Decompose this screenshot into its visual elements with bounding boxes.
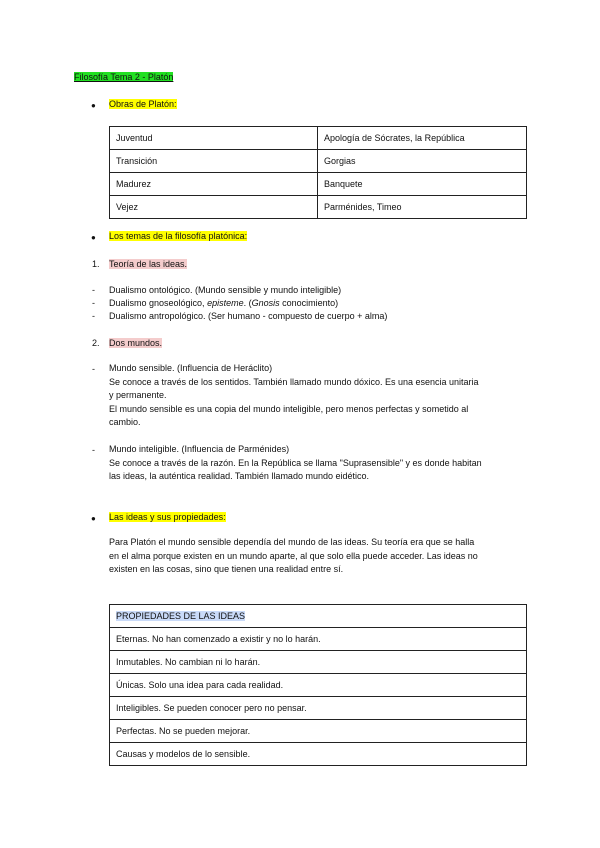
table-row bbox=[110, 720, 527, 743]
list-item: Dualismo gnoseológico, episteme. (Gnosis conocimiento) bbox=[109, 298, 339, 308]
bullet-icon: ● bbox=[91, 233, 96, 242]
table-row bbox=[110, 173, 527, 196]
table-header-row bbox=[110, 605, 527, 628]
table-row bbox=[110, 628, 527, 651]
subheading-teoria: Teoría de las ideas. bbox=[109, 259, 188, 269]
subheading-dos-mundos: Dos mundos. bbox=[109, 338, 163, 348]
table-cell: Inmutables. No cambian ni lo harán. bbox=[110, 651, 527, 674]
table-cell: Gorgias bbox=[318, 150, 527, 173]
section-heading-temas: Los temas de la filosofía platónica: bbox=[109, 231, 248, 241]
table-cell: Juventud bbox=[110, 127, 318, 150]
table-row bbox=[110, 651, 527, 674]
table-cell: Banquete bbox=[318, 173, 527, 196]
table-cell: Apología de Sócrates, la República bbox=[318, 127, 527, 150]
table-cell: Únicas. Solo una idea para cada realidad. bbox=[110, 674, 527, 697]
dash-marker: - bbox=[92, 364, 95, 374]
page-title bbox=[74, 72, 173, 82]
bullet-icon: ● bbox=[91, 514, 96, 523]
properties-table bbox=[109, 604, 527, 766]
table-header-cell: PROPIEDADES DE LAS IDEAS bbox=[110, 605, 527, 628]
dash-marker: - bbox=[92, 285, 95, 295]
list-number: 2. bbox=[92, 338, 100, 348]
mundo-inteligible-block: Mundo inteligible. (Influencia de Parménides) Se conoce a través de la razón. En la República se llama "Suprasensible" y es donde habitan las ideas, la auténtica realidad. También llamado mundo eidético. bbox=[109, 444, 482, 481]
ideas-paragraph: Para Platón el mundo sensible dependía del mundo de las ideas. Su teoría era que se halla en el alma porque existen en un mundo aparte, al que solo ella puede acceder. Las ideas no existen en las cosas, sino que tienen una realidad entre sí. bbox=[109, 537, 478, 574]
table-cell: Inteligibles. Se pueden conocer pero no pensar. bbox=[110, 697, 527, 720]
section-heading-obras: Obras de Platón: bbox=[109, 99, 177, 109]
table-cell: Perfectas. No se pueden mejorar. bbox=[110, 720, 527, 743]
table-cell: Causas y modelos de lo sensible. bbox=[110, 743, 527, 766]
dash-marker: - bbox=[92, 445, 95, 455]
table-row bbox=[110, 150, 527, 173]
section-heading-propiedades: Las ideas y sus propiedades: bbox=[109, 512, 226, 522]
table-cell: Eternas. No han comenzado a existir y no lo harán. bbox=[110, 628, 527, 651]
list-item: Dualismo ontológico. (Mundo sensible y mundo inteligible) bbox=[109, 285, 342, 295]
table-cell: Parménides, Timeo bbox=[318, 196, 527, 219]
list-item: Dualismo antropológico. (Ser humano - compuesto de cuerpo + alma) bbox=[109, 311, 388, 321]
bullet-icon: ● bbox=[91, 101, 96, 110]
page-title-text: Filosofía Tema 2 - Platón bbox=[74, 72, 174, 82]
works-table bbox=[109, 126, 527, 219]
table-cell: Vejez bbox=[110, 196, 318, 219]
table-cell: Transición bbox=[110, 150, 318, 173]
dash-marker: - bbox=[92, 298, 95, 308]
table-row bbox=[110, 196, 527, 219]
mundo-sensible-block: Mundo sensible. (Influencia de Heráclito) Se conoce a través de los sentidos. También llamado mundo dóxico. Es una esencia unitaria y permanente. El mundo sensible es una copia del mundo inteligible, pero menos perfectas y sometido al cambio. bbox=[109, 363, 479, 427]
list-number: 1. bbox=[92, 259, 100, 269]
dash-marker: - bbox=[92, 311, 95, 321]
table-row bbox=[110, 697, 527, 720]
table-row bbox=[110, 743, 527, 766]
table-cell: Madurez bbox=[110, 173, 318, 196]
table-row bbox=[110, 127, 527, 150]
table-row bbox=[110, 674, 527, 697]
